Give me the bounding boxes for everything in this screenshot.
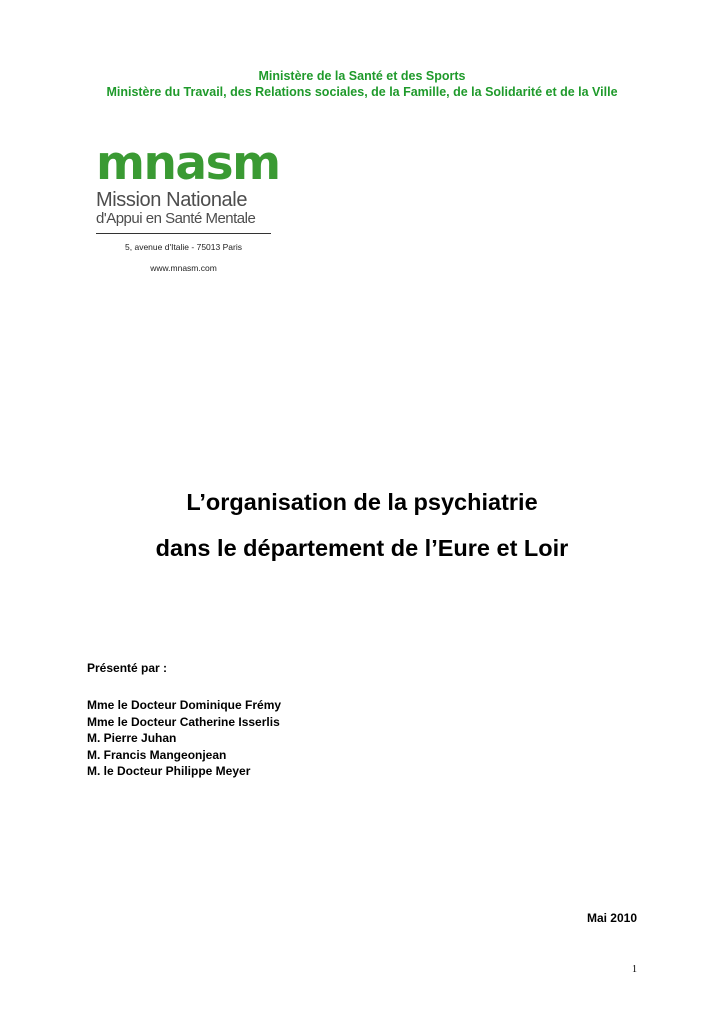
title-line-1: L’organisation de la psychiatrie <box>186 489 538 515</box>
ministry-labour: Ministère du Travail, des Relations sociales, de la Famille, de la Solidarité et de la Ville <box>106 84 618 99</box>
author-item: M. le Docteur Philippe Meyer <box>87 764 251 779</box>
author-item: Mme le Docteur Catherine Isserlis <box>87 714 280 729</box>
author-item: M. Francis Mangeonjean <box>87 747 227 762</box>
author-item: M. Pierre Juhan <box>87 731 177 746</box>
ministries-header <box>0 69 724 100</box>
logo-divider <box>96 233 271 234</box>
address: 5, avenue d'Italie - 75013 Paris <box>125 242 242 252</box>
logo-wordmark: mnasm <box>96 136 280 191</box>
website-link[interactable]: www.mnasm.com <box>150 263 217 273</box>
title-line-2: dans le département de l’Eure et Loir <box>155 535 569 561</box>
page-number: 1 <box>632 964 637 975</box>
author-item: Mme le Docteur Dominique Frémy <box>87 698 282 712</box>
logo-name-line-2: d'Appui en Santé Mentale <box>96 210 256 227</box>
presented-by-label: Présenté par : <box>87 661 168 675</box>
publication-date: Mai 2010 <box>586 911 637 925</box>
authors-list <box>87 697 281 780</box>
mnasm-logo <box>96 136 280 227</box>
logo-name-line-1: Mission Nationale <box>96 189 248 211</box>
ministry-health: Ministère de la Santé et des Sports <box>258 69 466 83</box>
document-title <box>0 479 724 571</box>
